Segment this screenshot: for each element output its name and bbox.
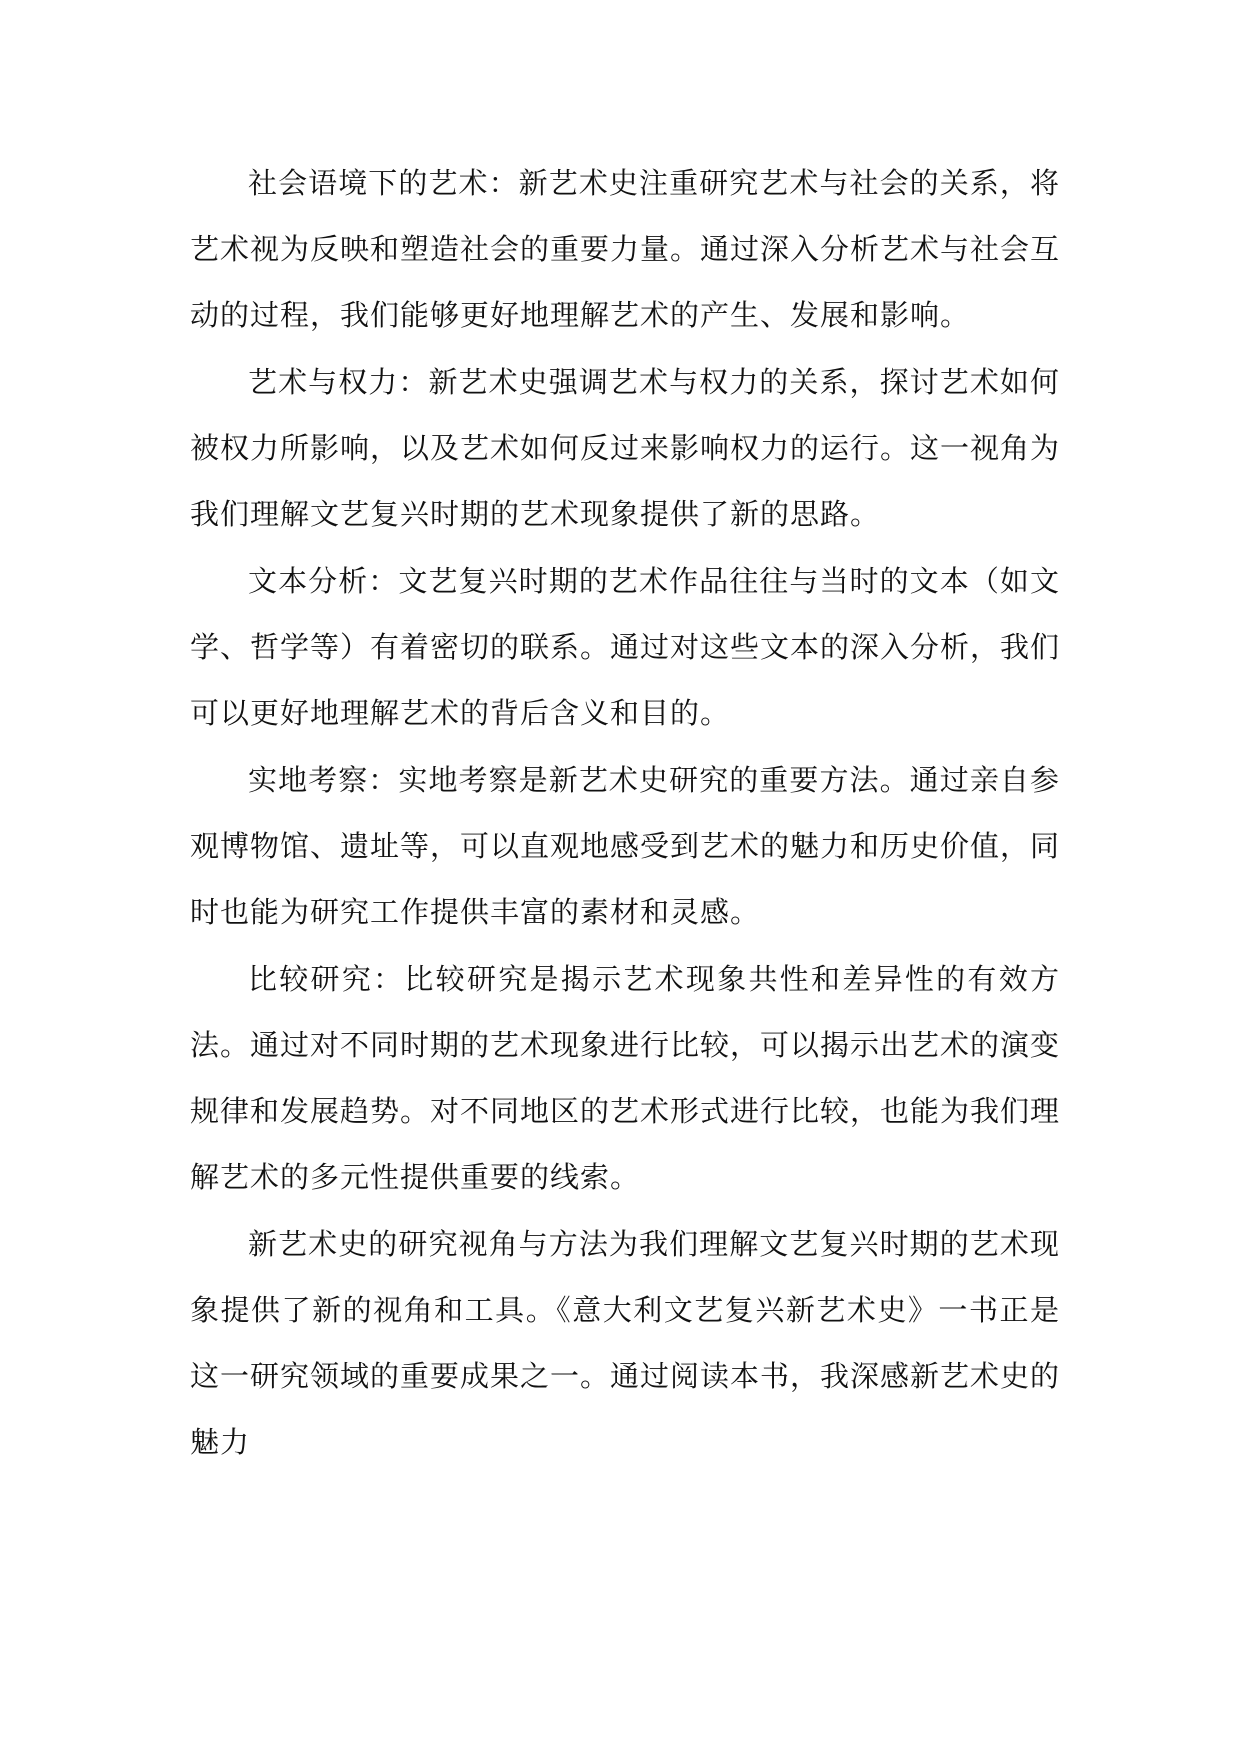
paragraph-social-context: 社会语境下的艺术：新艺术史注重研究艺术与社会的关系，将艺术视为反映和塑造社会的重要力量。通过深入分析艺术与社会互动的过程，我们能够更好地理解艺术的产生、发展和影响。 — [190, 166, 1061, 332]
paragraph-conclusion: 新艺术史的研究视角与方法为我们理解文艺复兴时期的艺术现象提供了新的视角和工具。《意大利文艺复兴新艺术史》一书正是这一研究领域的重要成果之一。通过阅读本书，我深感新艺术史的魅力 — [190, 1227, 1061, 1459]
paragraph-field-study: 实地考察：实地考察是新艺术史研究的重要方法。通过亲自参观博物馆、遗址等，可以直观地感受到艺术的魅力和历史价值，同时也能为研究工作提供丰富的素材和灵感。 — [190, 763, 1061, 929]
paragraph-comparative-study: 比较研究：比较研究是揭示艺术现象共性和差异性的有效方法。通过对不同时期的艺术现象进行比较，可以揭示出艺术的演变规律和发展趋势。对不同地区的艺术形式进行比较，也能为我们理解艺术的多元性提供重要的线索。 — [190, 962, 1061, 1194]
paragraph-art-and-power: 艺术与权力：新艺术史强调艺术与权力的关系，探讨艺术如何被权力所影响，以及艺术如何反过来影响权力的运行。这一视角为我们理解文艺复兴时期的艺术现象提供了新的思路。 — [190, 365, 1061, 531]
paragraph-text-analysis: 文本分析：文艺复兴时期的艺术作品往往与当时的文本（如文学、哲学等）有着密切的联系。通过对这些文本的深入分析，我们可以更好地理解艺术的背后含义和目的。 — [190, 564, 1061, 730]
document-body — [190, 150, 1060, 1476]
